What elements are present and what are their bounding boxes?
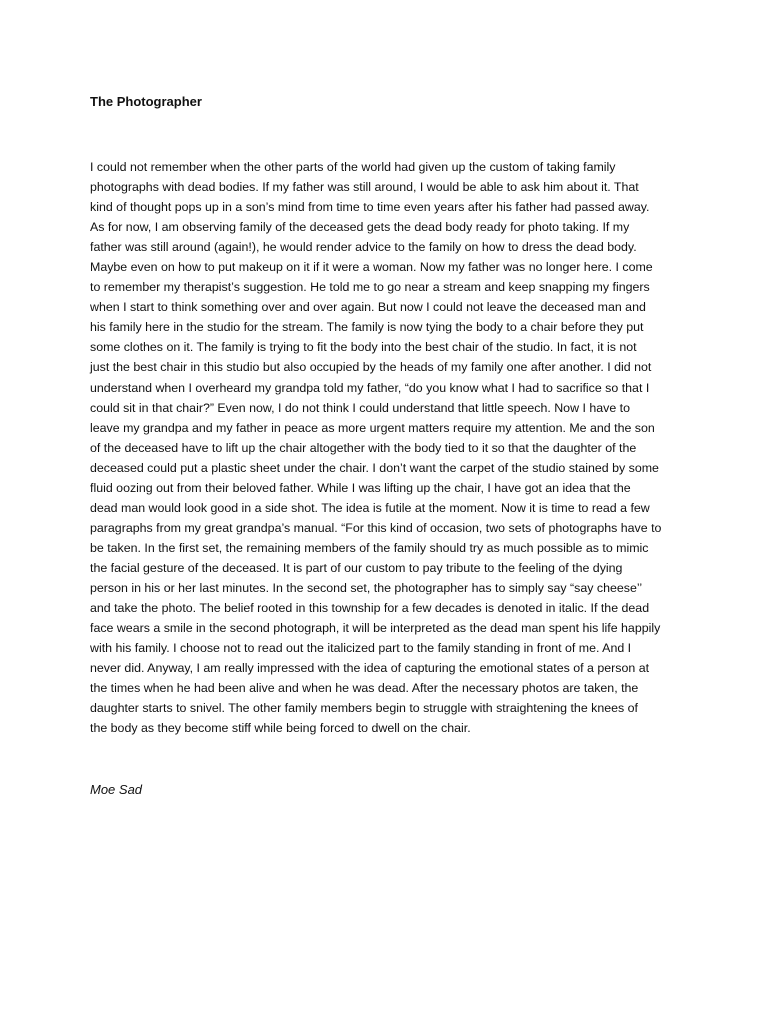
body-line: deceased could put a plastic sheet under the chair. I don’t want the carpet of the studio stained by some [90,460,659,475]
body-line: to remember my therapist’s suggestion. He told me to go near a stream and keep snapping my fingers [90,280,650,295]
body-line: never did. Anyway, I am really impressed with the idea of capturing the emotional states of a person at [90,661,650,676]
body-line: the facial gesture of the deceased. It is part of our custom to pay tribute to the feeling of the dying [90,560,623,575]
story-body [90,157,690,738]
body-line: with his family. I choose not to read out the italicized part to the family standing in front of me. And I [90,641,632,656]
body-line: of the deceased have to lift up the chair altogether with the body tied to it so that the daughter of the [90,440,637,455]
body-line: fluid oozing out from their beloved father. While I was lifting up the chair, I have got an idea that the [90,480,631,495]
body-line: and take the photo. The belief rooted in this township for a few decades is denoted in italic. If the dead [90,601,650,616]
body-line: I could not remember when the other parts of the world had given up the custom of taking family [90,160,616,174]
body-line: the body as they become stiff while being forced to dwell on the chair. [90,721,471,736]
body-line: leave my grandpa and my father in peace as more urgent matters require my attention. Me and the son [90,420,655,435]
document-title: The Photographer [90,94,202,109]
body-line: could sit in that chair?” Even now, I do not think I could understand that little speech. Now I have to [90,400,630,415]
body-line: his family here in the studio for the stream. The family is now tying the body to a chair before they put [90,320,644,335]
body-line: person in his or her last minutes. In the second set, the photographer has to simply say “say cheese’’ [90,580,643,595]
body-line: paragraphs from my great grandpa’s manual. “For this kind of occasion, two sets of photographs have to [90,520,662,535]
body-line: be taken. In the first set, the remaining members of the family should try as much possible as to mimic [90,540,649,555]
body-line: daughter starts to snivel. The other family members begin to struggle with straightening the knees of [90,701,639,716]
body-line: photographs with dead bodies. If my father was still around, I would be able to ask him about it. That [90,180,639,195]
body-line: face wears a smile in the second photograph, it will be interpreted as the dead man spent his life happily [90,621,661,636]
author-signature: Moe Sad [90,782,143,797]
body-line: kind of thought pops up in a son’s mind from time to time even years after his father had passed away. [90,200,650,215]
body-line: As for now, I am observing family of the deceased gets the dead body ready for photo taking. If my [90,220,630,235]
body-line: understand when I overheard my grandpa told my father, “do you know what I had to sacrifice so that I [90,380,650,395]
body-line: dead man would look good in a side shot. The idea is futile at the moment. Now it is time to read a few [90,500,650,515]
body-line: some clothes on it. The family is trying to fit the body into the best chair of the studio. In fact, it is not [90,340,637,355]
body-line: father was still around (again!), he would render advice to the family on how to dress the dead body. [90,240,637,255]
body-line: when I start to think something over and over again. But now I could not leave the deceased man and [90,300,646,315]
body-line: the times when he had been alive and when he was dead. After the necessary photos are taken, the [90,681,639,696]
body-line: just the best chair in this studio but also occupied by the heads of my family one after another. I did not [90,360,652,375]
body-line: Maybe even on how to put makeup on it if it were a woman. Now my father was no longer here. I come [90,260,653,275]
